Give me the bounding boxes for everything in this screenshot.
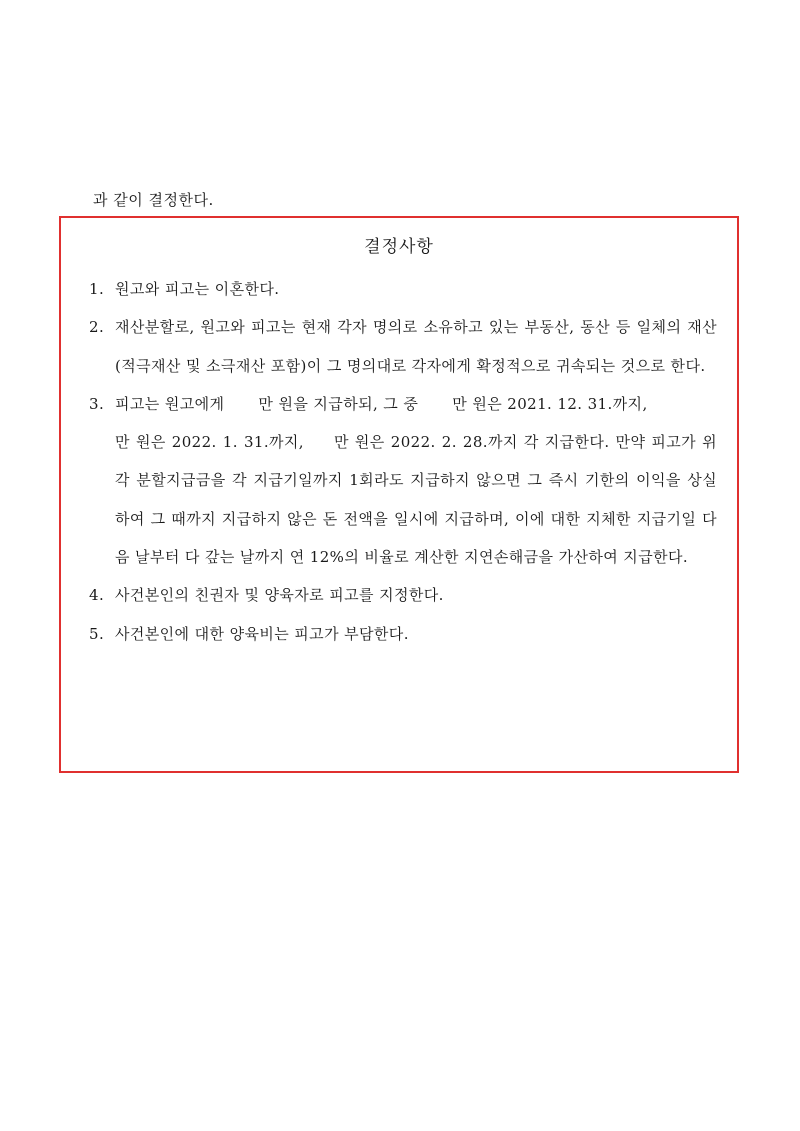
decision-item-2 xyxy=(89,308,717,385)
item-text: 원고와 피고는 이혼한다. xyxy=(115,280,280,298)
item-text-part: 만 원은 2022. 2. 28.까지 각 지급한다. 만약 피고가 위 각 분할지급금을 각 지급기일까지 1회라도 지급하지 않으면 그 즉시 기한의 이익을 상실하여 그 때까지 지급하지 않은 돈 전액을 일시에 지급하며, 이에 대한 지체한 지급기일 다음 날부터 다 갚는 날까지 연 12%의 비율로 계산한 지연손해금을 가산하여 지급한다. xyxy=(115,433,718,567)
item-number: 3. xyxy=(89,394,105,413)
item-text: 사건본인의 친권자 및 양육자로 피고를 지정한다. xyxy=(115,586,444,605)
item-number: 1. xyxy=(89,280,105,298)
item-text-part: 만 원은 2022. 1. 31.까지, xyxy=(115,433,304,452)
item-text-part: 만 원은 2021. 12. 31.까지, xyxy=(452,394,648,413)
decision-box xyxy=(59,216,739,773)
item-text-part: 피고는 원고에게 xyxy=(115,394,225,413)
decision-item-3 xyxy=(89,385,717,576)
item-number: 4. xyxy=(89,586,105,605)
intro-text: 과 같이 결정한다. xyxy=(93,191,214,209)
item-text: 재산분할로, 원고와 피고는 현재 각자 명의로 소유하고 있는 부동산, 동산 등 일체의 재산(적극재산 및 소극재산 포함)이 그 명의대로 각자에게 확정적으로 귀속되는 것으로 한다. xyxy=(115,318,717,375)
decision-list xyxy=(89,270,717,653)
decision-title: 결정사항 xyxy=(364,237,434,257)
decision-item-1 xyxy=(89,270,717,308)
decision-item-4 xyxy=(89,576,717,614)
item-text: 사건본인에 대한 양육비는 피고가 부담한다. xyxy=(115,624,409,643)
decision-item-5 xyxy=(89,615,717,653)
item-number: 5. xyxy=(89,624,105,643)
item-number: 2. xyxy=(89,318,105,337)
item-text-wrapper xyxy=(115,385,717,576)
item-text-part: 만 원을 지급하되, 그 중 xyxy=(258,394,419,413)
